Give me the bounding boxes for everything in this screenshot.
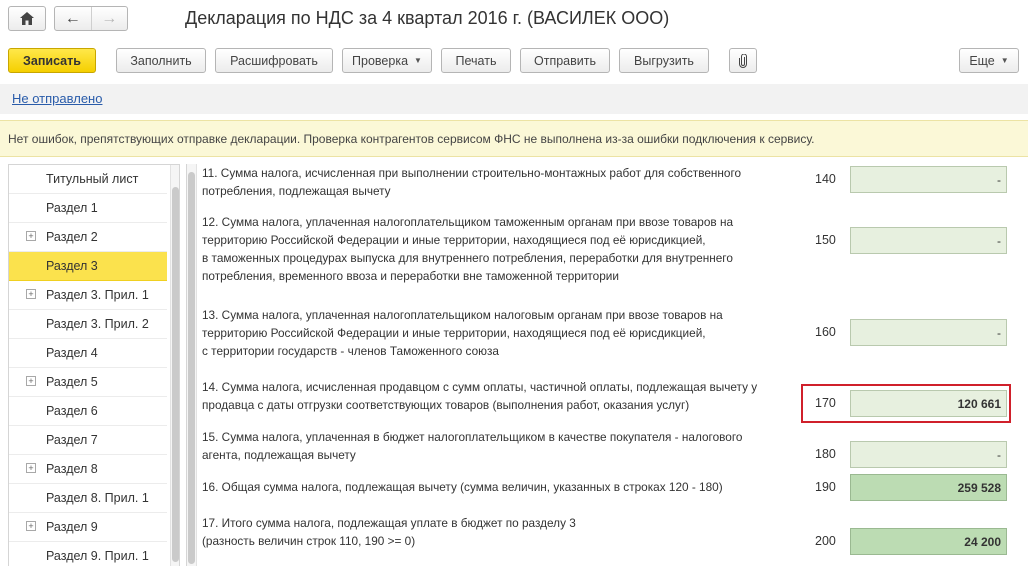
fill-button[interactable]: Заполнить [116, 48, 206, 73]
sidebar-item-section-6[interactable] [9, 397, 167, 426]
sidebar-item-label: Раздел 1 [46, 201, 98, 215]
sidebar-item-section-3-app-1[interactable] [9, 281, 167, 310]
send-button[interactable]: Отправить [520, 48, 610, 73]
line-code-180: 180 [815, 447, 836, 461]
row-label-line: территорию Российской Федерации и иные территории, находящиеся под её юрисдикцией, [202, 326, 706, 340]
forward-arrow-icon: → [101, 9, 118, 27]
row-label-line: 11. Сумма налога, исчисленная при выполнении строительно-монтажных работ для собственного [202, 166, 742, 180]
form-scrollbar[interactable] [187, 164, 197, 566]
row-label-line: потребления, подлежащая вычету [202, 184, 391, 198]
paperclip-icon [738, 54, 748, 68]
sidebar-item-label: Раздел 9. Прил. 1 [46, 549, 149, 563]
sidebar-scrollbar[interactable] [170, 165, 180, 566]
page-title: Декларация по НДС за 4 квартал 2016 г. (ВАСИЛЕК ООО) [185, 8, 670, 28]
form-row-170-label [202, 378, 757, 414]
expand-icon[interactable]: + [26, 521, 36, 531]
attach-button[interactable] [729, 48, 757, 73]
sidebar-item-section-1[interactable] [9, 194, 167, 223]
value-field-190[interactable]: 259 528 [850, 474, 1007, 501]
sidebar-item-label: Раздел 5 [46, 375, 98, 389]
navigation-buttons [54, 6, 128, 31]
value-field-180[interactable]: - [850, 441, 1007, 468]
row-label-line: 15. Сумма налога, уплаченная в бюджет налогоплательщиком в качестве покупателя - налогового [202, 430, 743, 444]
home-button[interactable] [8, 6, 46, 31]
highlight-frame [801, 384, 1011, 423]
value-field-140[interactable]: - [850, 166, 1007, 193]
row-label-line: 16. Общая сумма налога, подлежащая вычету (сумма величин, указанных в строках 120 - 180) [202, 480, 723, 494]
back-arrow-icon: ← [64, 9, 81, 27]
expand-icon[interactable]: + [26, 376, 36, 386]
row-label-line: с территории государств - членов Таможенного союза [202, 344, 499, 358]
command-bar [0, 46, 1028, 76]
declaration-form [186, 164, 1028, 566]
sidebar-item-section-3[interactable] [9, 252, 167, 281]
sidebar-item-label: Раздел 7 [46, 433, 98, 447]
sidebar-item-label: Раздел 3 [46, 259, 98, 273]
sidebar-item-label: Титульный лист [46, 172, 139, 186]
title-bar [0, 0, 1028, 40]
value-field-160[interactable]: - [850, 319, 1007, 346]
sidebar-item-section-9[interactable] [9, 513, 167, 542]
line-code-200: 200 [815, 534, 836, 548]
sidebar-item-label: Раздел 3. Прил. 2 [46, 317, 149, 331]
expand-icon[interactable]: + [26, 289, 36, 299]
section-navigation [8, 164, 180, 566]
check-dropdown-button[interactable] [342, 48, 432, 73]
row-label-line: 17. Итого сумма налога, подлежащая уплате в бюджет по разделу 3 [202, 516, 576, 530]
row-label-line: территорию Российской Федерации и иные территории, находящиеся под её юрисдикцией, [202, 233, 706, 247]
expand-icon[interactable]: + [26, 463, 36, 473]
sidebar-item-title-page[interactable] [9, 165, 167, 194]
sidebar-item-label: Раздел 8 [46, 462, 98, 476]
forward-button[interactable] [91, 7, 128, 30]
sidebar-item-section-5[interactable] [9, 368, 167, 397]
row-label-line: 13. Сумма налога, уплаченная налогоплательщиком налоговым органам при ввозе товаров на [202, 308, 723, 322]
row-label-line: 14. Сумма налога, исчисленная продавцом с сумм оплаты, частичной оплаты, подлежащая вычету у [202, 380, 758, 394]
row-label-line: в таможенных процедурах выпуска для внутреннего потребления, переработки для внутреннего [202, 251, 733, 265]
submission-status-link[interactable]: Не отправлено [12, 91, 103, 106]
row-label-line: 12. Сумма налога, уплаченная налогоплательщиком таможенным органам при ввозе товаров на [202, 215, 734, 229]
line-code-190: 190 [815, 480, 836, 494]
chevron-down-icon: ▼ [1000, 56, 1009, 65]
print-button[interactable]: Печать [441, 48, 511, 73]
value-field-200[interactable]: 24 200 [850, 528, 1007, 555]
chevron-down-icon: ▼ [414, 56, 422, 65]
sidebar-item-label: Раздел 4 [46, 346, 98, 360]
row-label-line: (разность величин строк 110, 190 >= 0) [202, 534, 416, 548]
line-code-170: 170 [815, 396, 836, 410]
row-label-line: агента, подлежащая вычету [202, 448, 356, 462]
warning-text: Нет ошибок, препятствующих отправке декларации. Проверка контрагентов сервисом ФНС не выполнена из-за ошибки подключения к сервису. [8, 132, 815, 146]
value-field-150[interactable]: - [850, 227, 1007, 254]
expand-icon[interactable]: + [26, 231, 36, 241]
sidebar-item-section-8[interactable] [9, 455, 167, 484]
sidebar-item-section-9-app-1[interactable] [9, 542, 167, 566]
upload-button[interactable]: Выгрузить [619, 48, 709, 73]
form-row-180-label [202, 428, 742, 464]
check-button-label: Проверка [352, 53, 409, 68]
sidebar-scrollbar-thumb[interactable] [172, 187, 179, 562]
form-row-160-label [202, 306, 723, 360]
sidebar-item-label: Раздел 6 [46, 404, 98, 418]
value-field-170[interactable]: 120 661 [850, 390, 1007, 417]
form-row-200-label [202, 514, 576, 550]
status-row [0, 84, 1028, 114]
sidebar-item-label: Раздел 8. Прил. 1 [46, 491, 149, 505]
form-scrollbar-thumb[interactable] [188, 172, 195, 564]
line-code-150: 150 [815, 233, 836, 247]
line-code-160: 160 [815, 325, 836, 339]
sidebar-item-label: Раздел 9 [46, 520, 98, 534]
sidebar-item-label: Раздел 2 [46, 230, 98, 244]
sidebar-item-section-3-app-2[interactable] [9, 310, 167, 339]
more-button-label: Еще [969, 53, 995, 68]
warning-banner [0, 120, 1028, 157]
row-label-line: продавца с даты отгрузки соответствующих товаров (выполнения работ, оказания услуг) [202, 398, 690, 412]
line-code-140: 140 [815, 172, 836, 186]
home-icon [20, 12, 34, 25]
form-row-150-label [202, 213, 733, 285]
more-dropdown-button[interactable] [959, 48, 1019, 73]
row-label-line: потребления, временного ввоза и переработки вне таможенной территории [202, 269, 619, 283]
form-row-190-label [202, 478, 723, 496]
decode-button[interactable]: Расшифровать [215, 48, 333, 73]
sidebar-item-section-7[interactable] [9, 426, 167, 455]
sidebar-item-label: Раздел 3. Прил. 1 [46, 288, 149, 302]
sidebar-item-section-4[interactable] [9, 339, 167, 368]
sidebar-item-section-2[interactable] [9, 223, 167, 252]
back-button[interactable] [55, 7, 91, 30]
sidebar-item-section-8-app-1[interactable] [9, 484, 167, 513]
save-button[interactable]: Записать [8, 48, 96, 73]
form-row-140-label [202, 164, 741, 200]
